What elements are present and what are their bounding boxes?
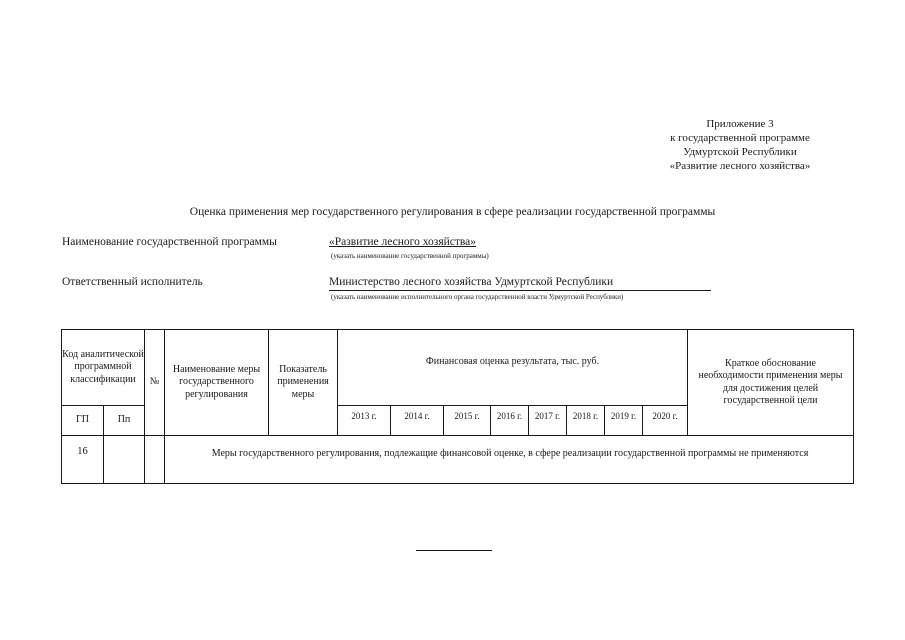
document-title: Оценка применения мер государственного регулирования в сфере реализации государственной программы <box>189 206 716 218</box>
appendix-line: Приложение 3 <box>706 118 774 130</box>
header-pp: Пп <box>117 414 131 426</box>
year-2018: 2018 г. <box>572 410 599 421</box>
year-2016: 2016 г. <box>496 410 523 421</box>
header-financial: Финансовая оценка результата, тыс. руб. <box>425 356 600 368</box>
year-2019: 2019 г. <box>610 410 637 421</box>
header-measure-name: Наименование меры государственного регулирования <box>172 363 261 400</box>
table-border-right <box>853 329 854 484</box>
executor-underline <box>329 290 711 291</box>
header-justification: Краткое обоснование необходимости применения меры для достижения целей государственной цели <box>698 357 843 406</box>
year-2015: 2015 г. <box>454 410 480 421</box>
row-gp-value: 16 <box>77 445 88 457</box>
year-2013: 2013 г. <box>351 410 377 421</box>
header-indicator: Показатель применения меры <box>277 363 329 400</box>
year-2014: 2014 г. <box>404 410 430 421</box>
appendix-line: «Развитие лесного хозяйства» <box>669 160 811 172</box>
appendix-block <box>620 117 860 173</box>
executor-hint: (указать наименование исполнительного органа государственной власти Удмуртской Республики) <box>331 293 624 301</box>
program-label: Наименование государственной программы <box>62 236 277 248</box>
bottom-separator <box>416 550 492 551</box>
table-border-bottom <box>61 483 854 484</box>
program-value: «Развитие лесного хозяйства» <box>329 236 477 248</box>
header-code: Код аналитической программной классификации <box>62 348 144 385</box>
row-text: Меры государственного регулирования, подлежащие финансовой оценке, в сфере реализации государственной программы не применяются <box>211 447 809 459</box>
header-number: № <box>149 376 160 388</box>
appendix-line: к государственной программе <box>670 132 810 144</box>
program-hint: (указать наименование государственной программы) <box>331 252 489 260</box>
year-2017: 2017 г. <box>534 410 561 421</box>
year-2020: 2020 г. <box>652 410 678 421</box>
executor-value: Министерство лесного хозяйства Удмуртской Республики <box>329 276 614 288</box>
appendix-line: Удмуртской Республики <box>683 146 797 158</box>
header-gp: ГП <box>75 414 89 426</box>
executor-label: Ответственный исполнитель <box>62 276 203 288</box>
